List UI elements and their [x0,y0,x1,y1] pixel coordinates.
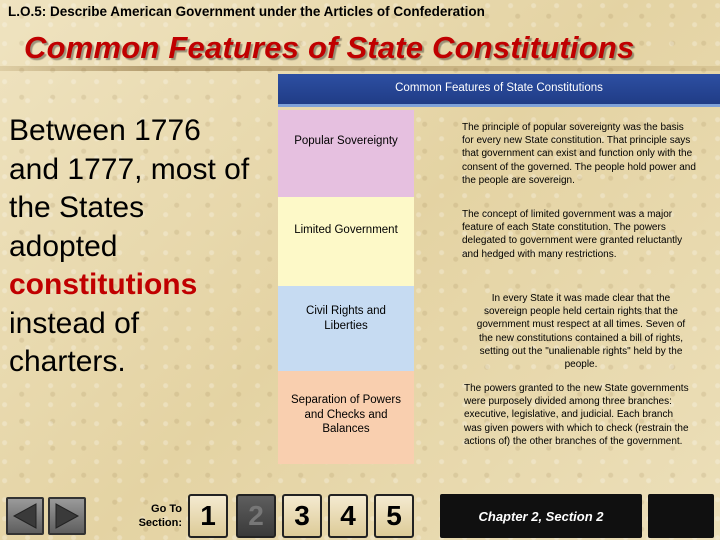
description-civil-rights: In every State it was made clear that the sovereign people held certain rights that the government must respect at all times. Seven of the new constitutions contained a bill of rights, setting out the "unalienable rights" held by the people. [476,293,686,371]
intro-line: Between 1776 [9,114,201,147]
term-label: Civil Rights and Liberties [306,305,386,332]
term-popular-sovereignty [278,110,414,197]
table-header-divider [278,104,720,107]
corner-button[interactable] [648,494,714,538]
description-separation-of-powers: The powers granted to the new State governments were purposely divided among three branches: executive, legislative, and judicial. Each branch was given powers with which to check (restrain the actions of) the other branches of the government. [464,383,689,447]
goto-label-line: Go To [151,503,182,515]
term-limited-government [278,197,414,286]
intro-line: the States [9,191,145,224]
intro-line: instead of [9,306,140,340]
term-label: Limited Government [294,224,398,236]
intro-text [9,112,279,382]
intro-line: and 1777, most of [9,152,250,186]
learning-objective: L.O.5: Describe American Government under the Articles of Confederation [8,4,485,19]
section-2-button[interactable]: 2 [236,494,276,538]
description-popular-sovereignty: The principle of popular sovereignty was the basis for every new State constitution. That principle says that government can exist and function only with the consent of the governed. The people hold power and the people are sovereign. [462,122,696,186]
chapter-label: Chapter 2, Section 2 [440,494,642,538]
description-limited-government: The concept of limited government was a major feature of each State constitution. The powers delegated to government were granted reluctantly and hedged with many restrictions. [462,209,683,260]
goto-label-line: Section: [138,517,182,529]
goto-label [126,502,182,530]
intro-line: charters. [9,345,126,378]
section-4-button[interactable]: 4 [328,494,368,538]
term-separation-of-powers [278,371,414,464]
title-divider [0,66,720,71]
previous-button[interactable] [6,497,44,535]
intro-highlight: constitutions [9,268,198,301]
section-5-button[interactable]: 5 [374,494,414,538]
slide-title: Common Features of State Constitutions [24,30,635,65]
table-header: Common Features of State Constitutions [278,74,720,104]
next-button[interactable] [48,497,86,535]
term-label: Popular Sovereignty [294,135,398,147]
term-civil-rights [278,286,414,371]
triangle-right-icon [54,502,80,530]
term-label: Separation of Powers and Checks and Balances [291,394,401,435]
section-1-button[interactable]: 1 [188,494,228,538]
triangle-left-icon [12,502,38,530]
section-3-button[interactable]: 3 [282,494,322,538]
intro-line: adopted [9,229,118,263]
